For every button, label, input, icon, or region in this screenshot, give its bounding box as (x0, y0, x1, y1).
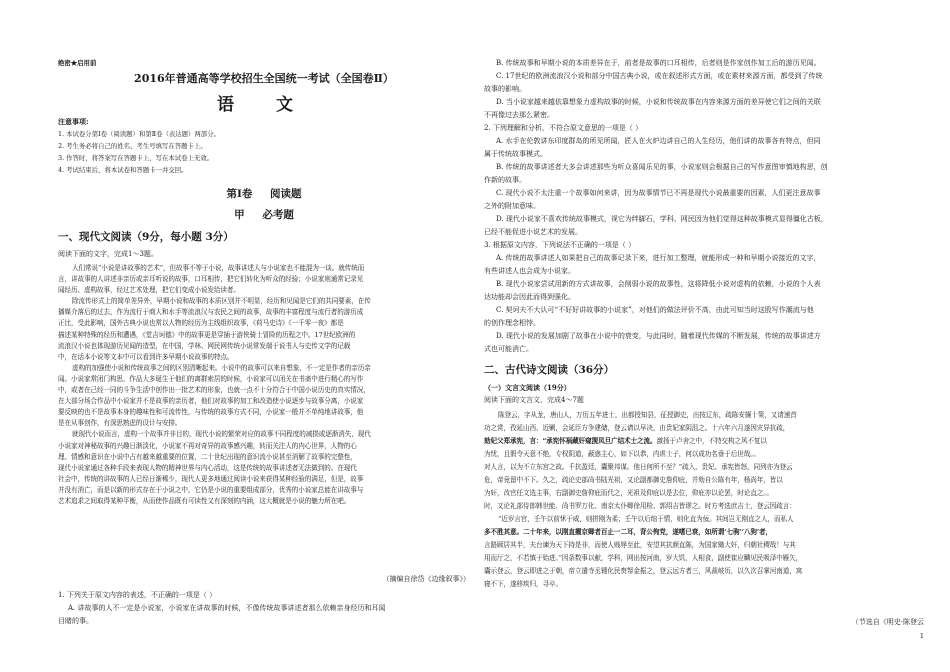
classical-line: 言路顾居其半，夫台谏为天下持是非，而使人贱辱至此，安望其抗颜直陈，为国家锄大奸，归朝社稷哉！与其 (484, 541, 796, 549)
section2-heading: 二、古代诗文阅读（36分） (484, 364, 615, 376)
question-3-option-c-cont: 的创作理念相悖。 (484, 319, 540, 327)
section2-intro: 阅读下面的文言文，完成4～7题 (484, 396, 584, 404)
passage-line: 除流传形式上的简单差异外，早期小说和故事的本质区别并不明显，经历和见闻是它们的共同要素，在传 (72, 297, 371, 306)
question-1-option-c: C. 17世纪的欧洲流浪汉小说和部分中国古典小说，或在叙述形式方面，或在素材来源方面，都受到了传统 (496, 72, 823, 80)
exam-title: 2016年普通高等学校招生全国统一考试（全国卷Ⅱ） (134, 72, 394, 85)
subject-title: 语 文 (217, 95, 311, 115)
passage-line: 就现代小说而言，虚构一个故事并非目的，现代小说的繁荣对应的故事不同程度的减损或逐渐消失，现代 (72, 430, 371, 439)
question-1-option-c-cont: 故事的影响。 (484, 85, 526, 93)
question-1-option-d: D. 当小说家越来越依靠想象力虚构故事的时候，小说和传统故事在内容来源方面的差异使它们之间的关联 (496, 98, 821, 106)
passage-source: （摘编自徐岱《边缘叙事》） (382, 575, 470, 583)
secret-mark: 绝密★启用前 (58, 59, 97, 67)
classical-line: 功之赏，孜延山西、近剿，会延臣方争建储，登云请以早决，由贵妃家阴沮之。十六年六月遂因灾异抗疏， (484, 424, 790, 432)
passage-line: 播媒介落后的过去，作为流行于商人和水手等流浪汉与农民之间的故事，故事的丰富程度与流行者的游历成 (58, 308, 364, 317)
classical-passage (484, 409, 924, 591)
question-3-option-a: A. 传统的故事讲述人如果把自己的故事记录下来，进行加工整理，就能形成一种和早期小说接近的文字， (496, 254, 821, 262)
question-3-option-c: C. 契诃夫不大认可“不好好讲故事的小说家”，对他们的做法评价不高，由此可知当时这股写作潮流与他 (496, 306, 814, 314)
classical-line: 为奸，改官任文选主事，右副御史詹仰庇而代之，光祖及仰庇以是去位，仰庇亦以论罢，时论直之。。 (484, 489, 773, 497)
question-2-option-a-cont: 属于传统故事模式。 (484, 150, 547, 158)
passage-line: 中，在话本小说等文本中可以看到许多早期小说故事的特点。 (58, 352, 234, 361)
passage-line: 流浪汉小说也体现游历见闻的造型，在中国，学林、网民网传统小说常发端于说书人与史传文学的记载 (58, 341, 351, 350)
question-1-stem: 1. 下列关于原文内容的表述，不正确的一项是（ ） (58, 591, 217, 599)
section1-heading: 一、现代文阅读（9分，每小题 3分） (58, 231, 234, 243)
classical-line: 对人言，以为不立东宫之故。千抗盈廷，囊聚邦谋。他日何所不至？”疏入，贵妃、承宪皆怒，同列亦为登云 (484, 463, 793, 471)
classical-line: 寝不下，遂移疾归，寻卒。 (484, 580, 562, 588)
question-2-option-d: D. 现代小说家不喜欢传统故事模式，视它为绊脚石，学科、网民因为他们觉得这种故事模式显得僵化古板， (496, 215, 828, 223)
section2-subheading: （一）文言文阅读（19分） (484, 383, 571, 392)
question-3-option-a-cont: 有些讲述人也会成为小说家。 (484, 267, 575, 275)
passage-line: 闻。小说家常闭门构思，作品大多诞生于他们的离群索居的时候，小说家可以闭关在书斋中进行精心的写作 (58, 374, 364, 383)
classical-line: “近岁言官，壬午以前怵于威，则拼刚为柔；壬午以后绌于情，则化直为佞。其间岂无刚直之人，而私人 (498, 515, 794, 523)
classical-source: （节选自《明史·陈登云 (851, 618, 924, 626)
question-2-option-a: A. 水手在伦敦讲东印度群岛的所见所闻，匠人在火炉边讲自己的人生经历，他们讲的故事各有特点，但同 (496, 137, 821, 145)
question-1-option-b: B. 传统故事和早期小说的本质差异在于，前者是故事的口耳相传，后者则是作家创作加工后的游历见闻。 (496, 59, 821, 67)
passage-line: 艺术追求之间取得某种平衡，从而使作品既有可读性又有深刻的内涵，这大概就是小说的魅力所在吧。 (58, 496, 351, 505)
passage-line: 社会中，传统的讲故事的人已经日渐稀少，现代人更多地通过阅读小说来获得某种经验的满足，但是，故事 (58, 474, 364, 483)
classical-line: 多不胜其意。二十年来，以刚直擢京卿者百止一二耳，背公徇党，遂嗜已衰，如所谓‘七驹’‘八狗’者， (484, 528, 773, 536)
classical-line: 为忧，且假令天意不绝，专权阴道，蔽惑主心，如下以恭，内虐士子，何以成功名垂于后世哉。。 (484, 450, 760, 458)
passage-line: 描述某种特殊的经历和遭遇，《堂吉诃德》中的故事更是穿插于游侠骑士冒险的历程之中。17世纪欧洲的 (58, 330, 356, 339)
classical-line: 用而厅之，不若慎于始进。”因条数事以献，学科，网出按河南，岁大饥，人相食，副使崔应麟见民吸泽中雁矢， (484, 554, 803, 562)
classical-line: 时，又论礼部侍郎韩世能、尚书罗万化、南京太仆卿徐用检、郭绍吉皆谬之。时方考选庶吉士，登云因疏言： (484, 502, 796, 510)
note-item: 1. 本试卷分第Ⅰ卷（阅读题）和第Ⅱ卷（表达题）两部分。 (58, 130, 220, 138)
question-3-option-b-cont: 达功能却会因此而得到强化。 (484, 293, 575, 301)
passage-line: 闻经历、虚构故事，经过艺术处理，把它们变成小说发给读者。 (58, 286, 240, 295)
question-1-option-d-cont: 不再像过去那么紧密。 (484, 111, 554, 119)
question-3-option-b: B. 现代小说家尝试用新的方式讲故事，会削弱小说的故事性，这将降低小说对虚构的依赖，小说的个人表 (496, 280, 821, 288)
classical-line (484, 435, 924, 448)
classical-line: 陈登云，字从龙，唐山人，万历五年进士，出都授知县，征授御史，出按辽东，疏陈安攘十策，又请速首 (498, 411, 797, 419)
question-2-option-b: B. 传统的故事讲述者大多会讲述那些为听众喜闻乐见的事，小说家则会根据自己的写作意图审慎地构思，创 (496, 163, 828, 171)
passage-line: 虚构的加强使小说和传统故事之间的区别清晰起来。小说中的故事可以来自想象，不一定是作者的亲历亲 (72, 363, 371, 372)
classical-line: 危，帝竟留中不下。久之，疏论史部尚书陆光祖，又论副都御史詹仰庇，并劾自公陈有年，杨尚年，皆以 (484, 476, 783, 484)
passage-line: 并没有消亡，而是以新的形式存在于小说之中，它仍是小说的重要组成部分，优秀的小说家总能在讲故事与 (58, 485, 364, 494)
question-1-option-a: A. 讲故事的人不一定是小说家，小说家在讲故事的时候，不像传统故事讲述者那么依赖亲身经历和耳闻 (68, 604, 386, 612)
question-3-option-d-cont: 式也可能消亡。 (484, 345, 533, 353)
question-2-option-c-cont: 之外的附加意味。 (484, 202, 540, 210)
passage-line: 现代小说家通过各种手段来表现人物的精神世界与内心活动，这是传统的故事讲述者无法做到的。在现代 (58, 463, 357, 472)
passage-line: 小说家对神秘故事的兴趣日渐淡化，小说家不再对奇异的故事感兴趣，转而关注人的内心世界，人物的心 (58, 441, 357, 450)
classical-line: 囊示登云，登云即进之于朝，帝立遣寺丞锺化民赍帑金振之，登云远方者三，风裁岐历，以久次召掌河南道，寓 (484, 567, 803, 575)
notes-heading: 注意事项: (58, 117, 89, 126)
passage-line: 中，或者在己经一同的斗争生活中创作出一批艺术的形象，也就一点不十分符合于中国小说历史的真实情况， (58, 386, 370, 395)
question-1-option-a-cont: 目睹的事。 (58, 617, 93, 625)
part1-subtitle: 甲 必考题 (234, 209, 294, 221)
question-2-option-d-cont: 已经不能促进小说艺术的发展。 (484, 228, 582, 236)
note-item: 2. 考生务必将自己的姓名、考生号填写在答题卡上。 (58, 142, 207, 150)
question-3-option-d: D. 现代小说的发展加剧了故事在小说中的衰变，与此同时，随着现代传媒的不断发展，传统的故事讲述方 (496, 332, 821, 340)
classical-line-bold: 劾妃父郑承宪，言：“承宪怀祸藏奸窥觊凤旦广结术士之流。 (484, 437, 657, 445)
question-3-stem: 3. 根据原文内容，下列说法不正确的一项是（ ） (484, 241, 636, 249)
page-number: 1 (919, 632, 924, 640)
passage-line: 正比，受此影响，国外古典小说也常以人物的经历为主线组织故事，《荷马史诗》《一千零一夜》都是 (58, 319, 344, 328)
question-2-option-c: C. 现代小说不太注重一个故事如何来讲，因为故事情节已不再是现代小说最重要的因素，人们更注意故事 (496, 189, 821, 197)
passage-line: 言，讲故事的人讲述非亲历或亲耳听说的故事，口耳相传，把它们转化为听众的经验；小说家则通常记录见 (58, 275, 364, 284)
reading-passage (58, 263, 470, 507)
passage-line: 在大部分场合作品中小说家并不是故事的亲历者，他们对故事的加工和改造使小说逐步与故事分离，小说家 (58, 397, 364, 406)
question-2-option-b-cont: 作新的故事。 (484, 176, 526, 184)
passage-line: 要反映的也不是故事本身的趣味性和可流传性，与传统的故事方式不同，小说家一般并不单纯地讲故事，他 (58, 408, 364, 417)
section1-intro: 阅读下面的文字，完成1～3题。 (58, 250, 158, 258)
classical-line-cont: 激扬于卢舍之中，不特交构之风不复以 (656, 437, 767, 445)
passage-line: 理、情感和意识在小说中占有越来越重要的位置，二十世纪出现的意识流小说甚至消解了故事的完整性， (58, 452, 357, 461)
note-item: 4. 考试结束后，将本试卷和答题卡一并交回。 (58, 166, 188, 174)
note-item: 3. 作答时，将答案写在答题卡上，写在本试卷上无效。 (58, 154, 214, 162)
question-2-stem: 2. 下列理解和分析，不符合原文意思的一项是（ ） (484, 124, 643, 132)
part1-title: 第Ⅰ卷 阅读题 (226, 188, 302, 200)
passage-line: 是在从事创作，有深思熟虑的设计与安排。 (58, 419, 182, 428)
passage-line: 人们常说“小说是讲故事的艺术”，但故事不等于小说，故事讲述人与小说家也不能混为一谈。就传统而 (72, 264, 365, 272)
